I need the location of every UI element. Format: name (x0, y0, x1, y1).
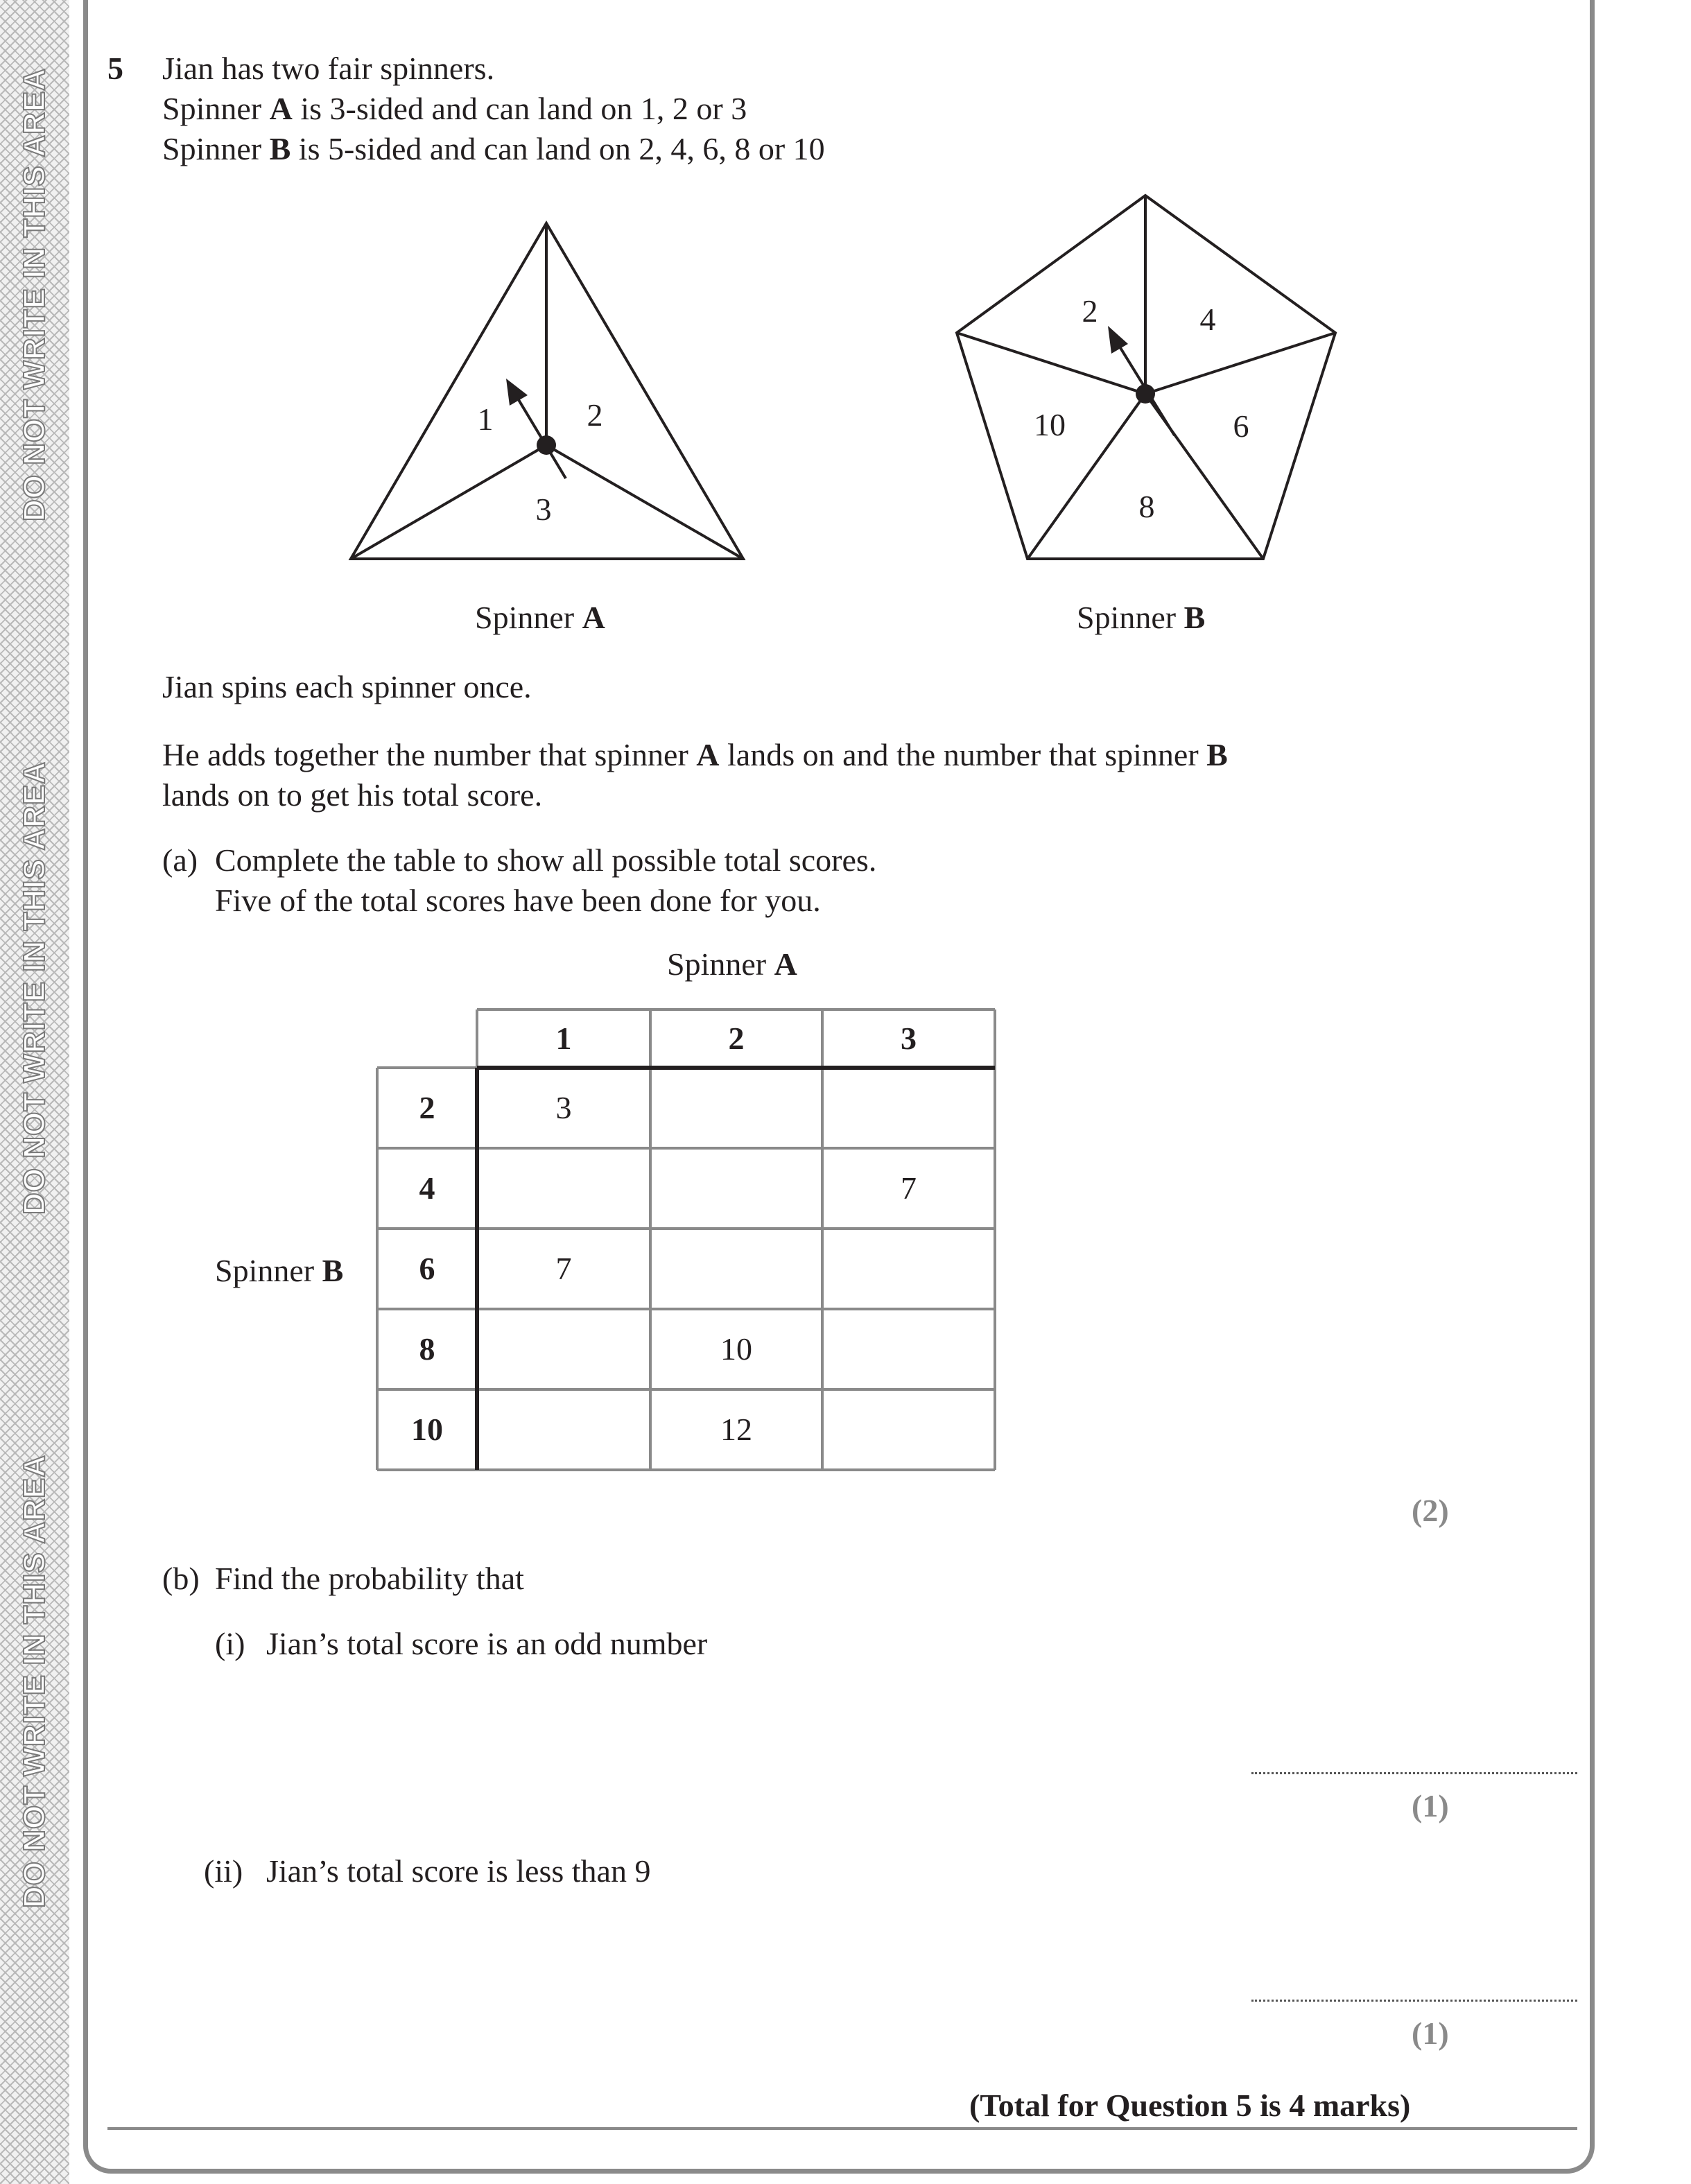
margin-warning: DO NOT WRITE IN THIS AREA (17, 67, 51, 522)
col-header-3: 3 (901, 1021, 917, 1056)
col-header-2: 2 (728, 1021, 745, 1056)
adds-text-line-2: lands on to get his total score. (162, 777, 543, 813)
row-header-4: 4 (419, 1170, 435, 1206)
table-cell[interactable]: 10 (720, 1331, 752, 1367)
answer-line-ii[interactable] (1251, 2000, 1577, 2002)
part-b-i-label: (i) (215, 1626, 245, 1661)
intro-line-2: Spinner A is 3-sided and can land on 1, 2 or 3 (162, 91, 747, 126)
spinner-b-pointer-head (1108, 326, 1128, 354)
part-a-label: (a) (162, 842, 198, 878)
part-b-i-marks: (1) (1412, 1788, 1449, 1823)
spinner-a-pointer-head (506, 379, 528, 406)
table-cell[interactable]: 7 (555, 1251, 572, 1286)
part-b-ii-marks: (1) (1412, 2016, 1449, 2051)
intro-line-1: Jian has two fair spinners. (162, 51, 495, 86)
margin-warning: DO NOT WRITE IN THIS AREA (17, 761, 51, 1215)
spinner-a-label-1: 1 (477, 401, 494, 437)
row-header-10: 10 (411, 1412, 443, 1447)
part-a-text-2: Five of the total scores have been done for you. (215, 883, 821, 918)
spinner-a-divider (546, 445, 743, 559)
part-a-text-1: Complete the table to show all possible total scores. (215, 842, 877, 878)
spinner-b-label-4: 4 (1199, 302, 1216, 337)
part-b-label: (b) (162, 1561, 200, 1596)
part-b-i-text: Jian’s total score is an odd number (266, 1626, 708, 1661)
row-header-6: 6 (419, 1251, 435, 1286)
table-cell[interactable]: 7 (901, 1170, 917, 1206)
spinner-a-diagram (333, 208, 763, 575)
spinner-a-caption: Spinner A (475, 600, 605, 635)
intro-line-3: Spinner B is 5-sided and can land on 2, 4, 6, 8 or 10 (162, 131, 825, 166)
spinner-b-label-2: 2 (1082, 293, 1098, 329)
spinner-a-pivot (537, 435, 556, 455)
col-header-1: 1 (555, 1021, 572, 1056)
row-header-8: 8 (419, 1331, 435, 1367)
spinner-b-caption: Spinner B (1077, 600, 1206, 635)
bottom-rule (107, 2127, 1577, 2130)
spinner-b-label-6: 6 (1233, 408, 1249, 444)
row-header-2: 2 (419, 1090, 435, 1125)
spinner-a-label-3: 3 (535, 492, 552, 527)
table-spinner-a-label: Spinner A (667, 946, 797, 982)
spinner-b-diagram (943, 180, 1345, 569)
part-b-text: Find the probability that (215, 1561, 524, 1596)
part-b-ii-text: Jian’s total score is less than 9 (266, 1853, 651, 1889)
spin-text: Jian spins each spinner once. (162, 669, 532, 704)
part-b-ii-label: (ii) (204, 1853, 243, 1889)
question-total: (Total for Question 5 is 4 marks) (969, 2088, 1411, 2123)
answer-line-i[interactable] (1251, 1772, 1577, 1774)
spinner-a-label-2: 2 (587, 397, 603, 433)
spinner-b-label-10: 10 (1034, 407, 1066, 442)
table-cell[interactable]: 12 (720, 1412, 752, 1447)
spinner-a-pointer (516, 395, 566, 478)
spinner-b-divider (1145, 333, 1335, 394)
question-number: 5 (107, 51, 123, 86)
table-cell[interactable]: 3 (555, 1090, 572, 1125)
part-a-marks: (2) (1412, 1493, 1449, 1528)
adds-text-line-1: He adds together the number that spinner A lands on and the number that spinner B (162, 737, 1228, 772)
spinner-b-label-8: 8 (1138, 489, 1155, 524)
table-spinner-b-label: Spinner B (215, 1253, 344, 1288)
spinner-b-pivot (1136, 384, 1155, 404)
margin-warning: DO NOT WRITE IN THIS AREA (17, 1454, 51, 1909)
spinner-a-divider (351, 445, 546, 559)
margin-strip (0, 0, 69, 2184)
